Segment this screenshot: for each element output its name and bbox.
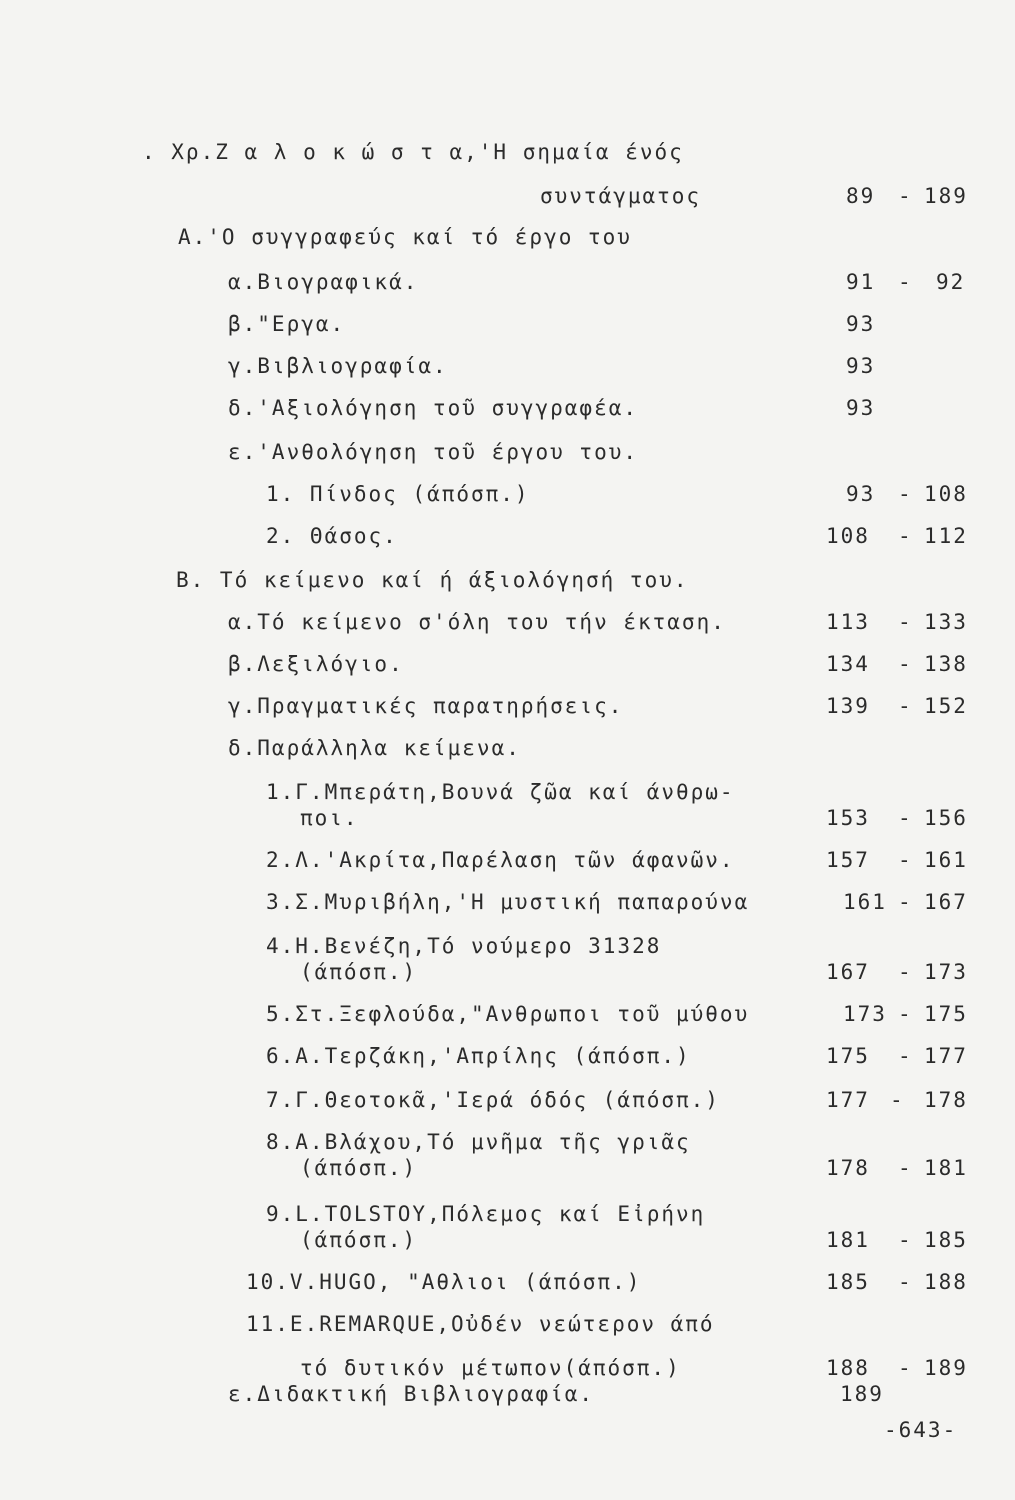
toc-entry [0,217,1015,257]
entry-text: (άπόσπ.) [300,1228,418,1252]
entry-page-start: 177 [826,1088,870,1112]
page-number: -643- [884,1418,958,1442]
entry-page-start: 93 [846,396,876,420]
entry-page-dash: - [898,1002,913,1026]
entry-text: . Χρ.Ζ α λ ο κ ώ σ τ α,'Η σημαία ένός [142,140,684,164]
toc-entry [0,1304,1015,1344]
entry-text: γ.Πραγματικές παρατηρήσεις. [228,694,624,718]
entry-page-end: 189 [924,1356,968,1380]
toc-entry [0,952,1015,992]
entry-text: γ.Βιβλιογραφία. [228,354,448,378]
toc-entry [0,346,1015,386]
entry-text: α.Τό κείμενο σ'όλη του τήν έκταση. [228,610,726,634]
toc-entry [0,882,1015,922]
toc-entry [0,474,1015,514]
toc-entry [0,1262,1015,1302]
toc-entry [0,176,1015,216]
entry-text: 5.Στ.Ξεφλούδα,"Ανθρωποι τοῦ μύθου [266,1002,750,1026]
entry-page-end: 178 [924,1088,968,1112]
toc-entry [0,1374,1015,1414]
entry-page-start: 178 [826,1156,870,1180]
entry-page-dash: - [898,610,913,634]
entry-page-start: 108 [826,524,870,548]
entry-page-start: 161 [843,890,887,914]
toc-entry [0,840,1015,880]
entry-text: 10.V.HUGO, "Αθλιοι (άπόσπ.) [246,1270,642,1294]
entry-page-end: 175 [924,1002,968,1026]
toc-entry [0,262,1015,302]
entry-text: 11.E.REMARQUE,Οὐδέν νεώτερον άπό [246,1312,715,1336]
entry-text: Β. Τό κείμενο καί ή άξιολόγησή του. [176,568,689,592]
toc-entry [0,560,1015,600]
entry-page-start: 93 [846,482,876,506]
entry-page-start: 93 [846,312,876,336]
entry-text: α.Βιογραφικά. [228,270,419,294]
entry-page-end: 167 [924,890,968,914]
toc-entry [0,686,1015,726]
entry-text: 2.Λ.'Ακρίτα,Παρέλαση τῶν άφανῶν. [266,848,735,872]
entry-page-end: 189 [924,184,968,208]
entry-page-dash: - [898,1356,913,1380]
entry-page-end: 112 [924,524,968,548]
entry-page-start: 113 [826,610,870,634]
entry-page-end: 181 [924,1156,968,1180]
entry-text: 4.Η.Βενέζη,Τό νούμερο 31328 [266,934,662,958]
toc-entry [0,644,1015,684]
entry-page-start: 181 [826,1228,870,1252]
entry-page-dash: - [898,890,913,914]
entry-page-end: 188 [924,1270,968,1294]
entry-text: τό δυτικόν μέτωπον(άπόσπ.) [300,1356,681,1380]
entry-text: 7.Γ.Θεοτοκᾶ,'Ιερά όδός (άπόσπ.) [266,1088,720,1112]
entry-page-dash: - [898,848,913,872]
toc-entry [0,1036,1015,1076]
entry-page-start: 185 [826,1270,870,1294]
entry-page-start: 173 [843,1002,887,1026]
toc-entry [0,432,1015,472]
entry-page-dash: - [898,1228,913,1252]
entry-text: συντάγματος [540,184,702,208]
entry-page-end: 185 [924,1228,968,1252]
entry-text: 8.Α.Βλάχου,Τό μνῆμα τῆς γριᾶς [266,1130,691,1154]
entry-page-start: 189 [840,1382,884,1406]
entry-text: 3.Σ.Μυριβήλη,'Η μυστική παπαρούνα [266,890,750,914]
entry-page-end: 177 [924,1044,968,1068]
entry-page-dash: - [898,1044,913,1068]
entry-page-start: 188 [826,1356,870,1380]
entry-text: 6.Α.Τερζάκη,'Απρίλης (άπόσπ.) [266,1044,691,1068]
entry-page-start: 89 [846,184,876,208]
entry-text: δ.Παράλληλα κείμενα. [228,736,521,760]
entry-page-start: 91 [846,270,876,294]
entry-page-end: 161 [924,848,968,872]
entry-text: 1.Γ.Μπεράτη,Βουνά ζῶα καί άνθρω- [266,780,735,804]
toc-entry [0,1220,1015,1260]
entry-text: δ.'Αξιολόγηση τοῦ συγγραφέα. [228,396,639,420]
entry-page-start: 134 [826,652,870,676]
entry-page-dash: - [898,694,913,718]
entry-page-start: 175 [826,1044,870,1068]
toc-entry [0,994,1015,1034]
entry-page-end: 173 [924,960,968,984]
entry-text: (άπόσπ.) [300,960,418,984]
entry-page-end: 133 [924,610,968,634]
entry-text: ε.Διδακτική Βιβλιογραφία. [228,1382,595,1406]
entry-page-start: 139 [826,694,870,718]
toc-entry [0,728,1015,768]
entry-page-start: 167 [826,960,870,984]
entry-page-dash: - [898,1156,913,1180]
entry-page-start: 157 [826,848,870,872]
entry-page-dash: - [890,1088,905,1112]
toc-entry [0,1080,1015,1120]
toc-entry [0,304,1015,344]
entry-page-dash: - [898,524,913,548]
toc-entry [0,516,1015,556]
entry-text: Α.'Ο συγγραφεύς καί τό έργο του [178,225,632,249]
entry-page-start: 153 [826,806,870,830]
entry-page-dash: - [898,270,913,294]
toc-entry [0,1148,1015,1188]
entry-text: 9.L.TOLSTOY,Πόλεμος καί Εἰρήνη [266,1202,706,1226]
entry-page-end: 138 [924,652,968,676]
entry-text: ε.'Ανθολόγηση τοῦ έργου του. [228,440,639,464]
entry-text: β."Εργα. [228,312,346,336]
toc-entry [0,132,1015,172]
entry-page-dash: - [898,806,913,830]
entry-text: ποι. [300,806,359,830]
entry-page-end: 152 [924,694,968,718]
entry-page-end: 156 [924,806,968,830]
toc-entry [0,388,1015,428]
entry-page-start: 93 [846,354,876,378]
toc-entry [0,798,1015,838]
entry-text: β.Λεξιλόγιο. [228,652,404,676]
entry-text: (άπόσπ.) [300,1156,418,1180]
entry-page-dash: - [898,960,913,984]
entry-text: 1. Πίνδος (άπόσπ.) [266,482,530,506]
entry-page-dash: - [898,184,913,208]
entry-page-dash: - [898,652,913,676]
entry-page-end: 108 [924,482,968,506]
entry-page-dash: - [898,482,913,506]
entry-page-dash: - [898,1270,913,1294]
toc-entry [0,602,1015,642]
entry-page-end: 92 [936,270,966,294]
entry-text: 2. Θάσος. [266,524,398,548]
